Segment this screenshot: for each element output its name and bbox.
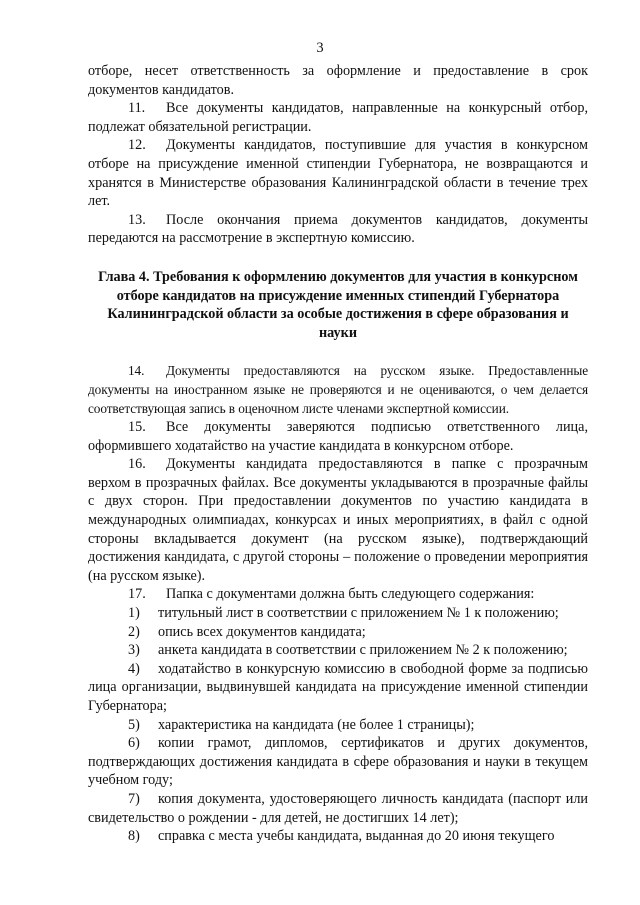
- paragraph-13: [88, 211, 588, 248]
- paragraph-number: 12.: [128, 137, 146, 154]
- list-item-text: ходатайство в конкурсную комиссию в свободной форме за подписью лица организации, выдвинувшей кандидата на присуждение именной стипендии Губернатора;: [88, 660, 588, 714]
- paragraph-15: [88, 418, 588, 455]
- paragraph-text: Все документы заверяются подписью ответственного лица, оформившего ходатайство на участие кандидата в конкурсном отборе.: [88, 419, 588, 454]
- paragraph-text: Все документы кандидатов, направленные на конкурсный отбор, подлежат обязательной регистрации.: [88, 100, 588, 135]
- list-item: [88, 660, 588, 716]
- list-item: [88, 623, 588, 642]
- paragraph-number: 14.: [128, 363, 145, 379]
- paragraph-text: После окончания приема документов кандидатов, документы передаются на рассмотрение в экспертную комиссию.: [88, 211, 588, 247]
- chapter-heading: Глава 4. Требования к оформлению документов для участия в конкурсном отборе кандидатов на присуждение именных стипендий Губернатора Калининградской области за особые достижения в сфере образования и науки: [98, 268, 578, 341]
- paragraph-text: Документы предоставляются на русском языке. Предоставленные документы на иностранном языке не проверяются и не оцениваются, о чем делается соответствующая запись в оценочном листе членами экспертной комиссии.: [88, 363, 588, 416]
- list-item-text: характеристика на кандидата (не более 1 страницы);: [158, 716, 475, 733]
- paragraph-number: 16.: [128, 456, 146, 473]
- list-item: [88, 734, 588, 790]
- list-item-number: 2): [128, 623, 140, 640]
- list-item-number: 8): [128, 828, 140, 845]
- paragraph-text: Документы кандидата предоставляются в папке с прозрачным верхом в прозрачных файлах. Все документы укладываются в прозрачные файлы с двух сторон. При предоставлении документов по участию кандидата в международных олимпиадах, конкурсах и иных мероприятиях, в файл с одной стороны вкладывается документ (на русском языке), подтверждающий достижения кандидата, с другой стороны – положение о проведении мероприятия (на русском языке).: [88, 456, 588, 584]
- list-item: [88, 790, 588, 827]
- list-item-number: 3): [128, 642, 140, 659]
- paragraph-number: 11.: [128, 100, 146, 117]
- list-item: [88, 641, 588, 660]
- list-item-text: опись всех документов кандидата;: [158, 623, 366, 640]
- paragraph-text: отборе, несет ответственность за оформление и предоставление в срок документов кандидатов.: [88, 63, 588, 98]
- list-item: [88, 716, 588, 735]
- paragraph-14: [88, 362, 588, 418]
- page-number: 3: [316, 40, 324, 56]
- list-item-text: копии грамот, дипломов, сертификатов и других документов, подтверждающих достижения кандидата в сфере образования и науки в текущем учебном году;: [88, 735, 588, 789]
- list-item-number: 6): [128, 735, 140, 752]
- paragraph-16: [88, 455, 588, 585]
- list-item-text: копия документа, удостоверяющего личность кандидата (паспорт или свидетельство о рождении - для детей, не достигших 14 лет);: [88, 790, 588, 826]
- paragraph-number: 15.: [128, 419, 146, 436]
- list-item-number: 1): [128, 605, 140, 622]
- paragraph-number: 17.: [128, 586, 146, 603]
- list-item: [88, 604, 588, 623]
- document-body: [88, 62, 588, 846]
- list-item: [88, 827, 588, 846]
- list-item-number: 5): [128, 716, 140, 733]
- paragraph-17: [88, 585, 588, 604]
- paragraph-11: [88, 99, 588, 136]
- list-item-number: 4): [128, 660, 140, 677]
- paragraph-12: [88, 136, 588, 210]
- list-item-text: анкета кандидата в соответствии с приложением № 2 к положению;: [158, 642, 568, 659]
- list-item-text: титульный лист в соответствии с приложением № 1 к положению;: [158, 605, 559, 622]
- paragraph-number: 13.: [128, 211, 146, 228]
- list-item-text: справка с места учебы кандидата, выданная до 20 июня текущего: [158, 828, 555, 845]
- paragraph-text: Документы кандидатов, поступившие для участия в конкурсном отборе на присуждение именной стипендии Губернатора, не возвращаются и хранятся в Министерстве образования Калининградской области в течение трех лет.: [88, 137, 588, 210]
- paragraph-continuation: [88, 62, 588, 99]
- paragraph-text: Папка с документами должна быть следующего содержания:: [166, 586, 535, 603]
- list-item-number: 7): [128, 790, 140, 807]
